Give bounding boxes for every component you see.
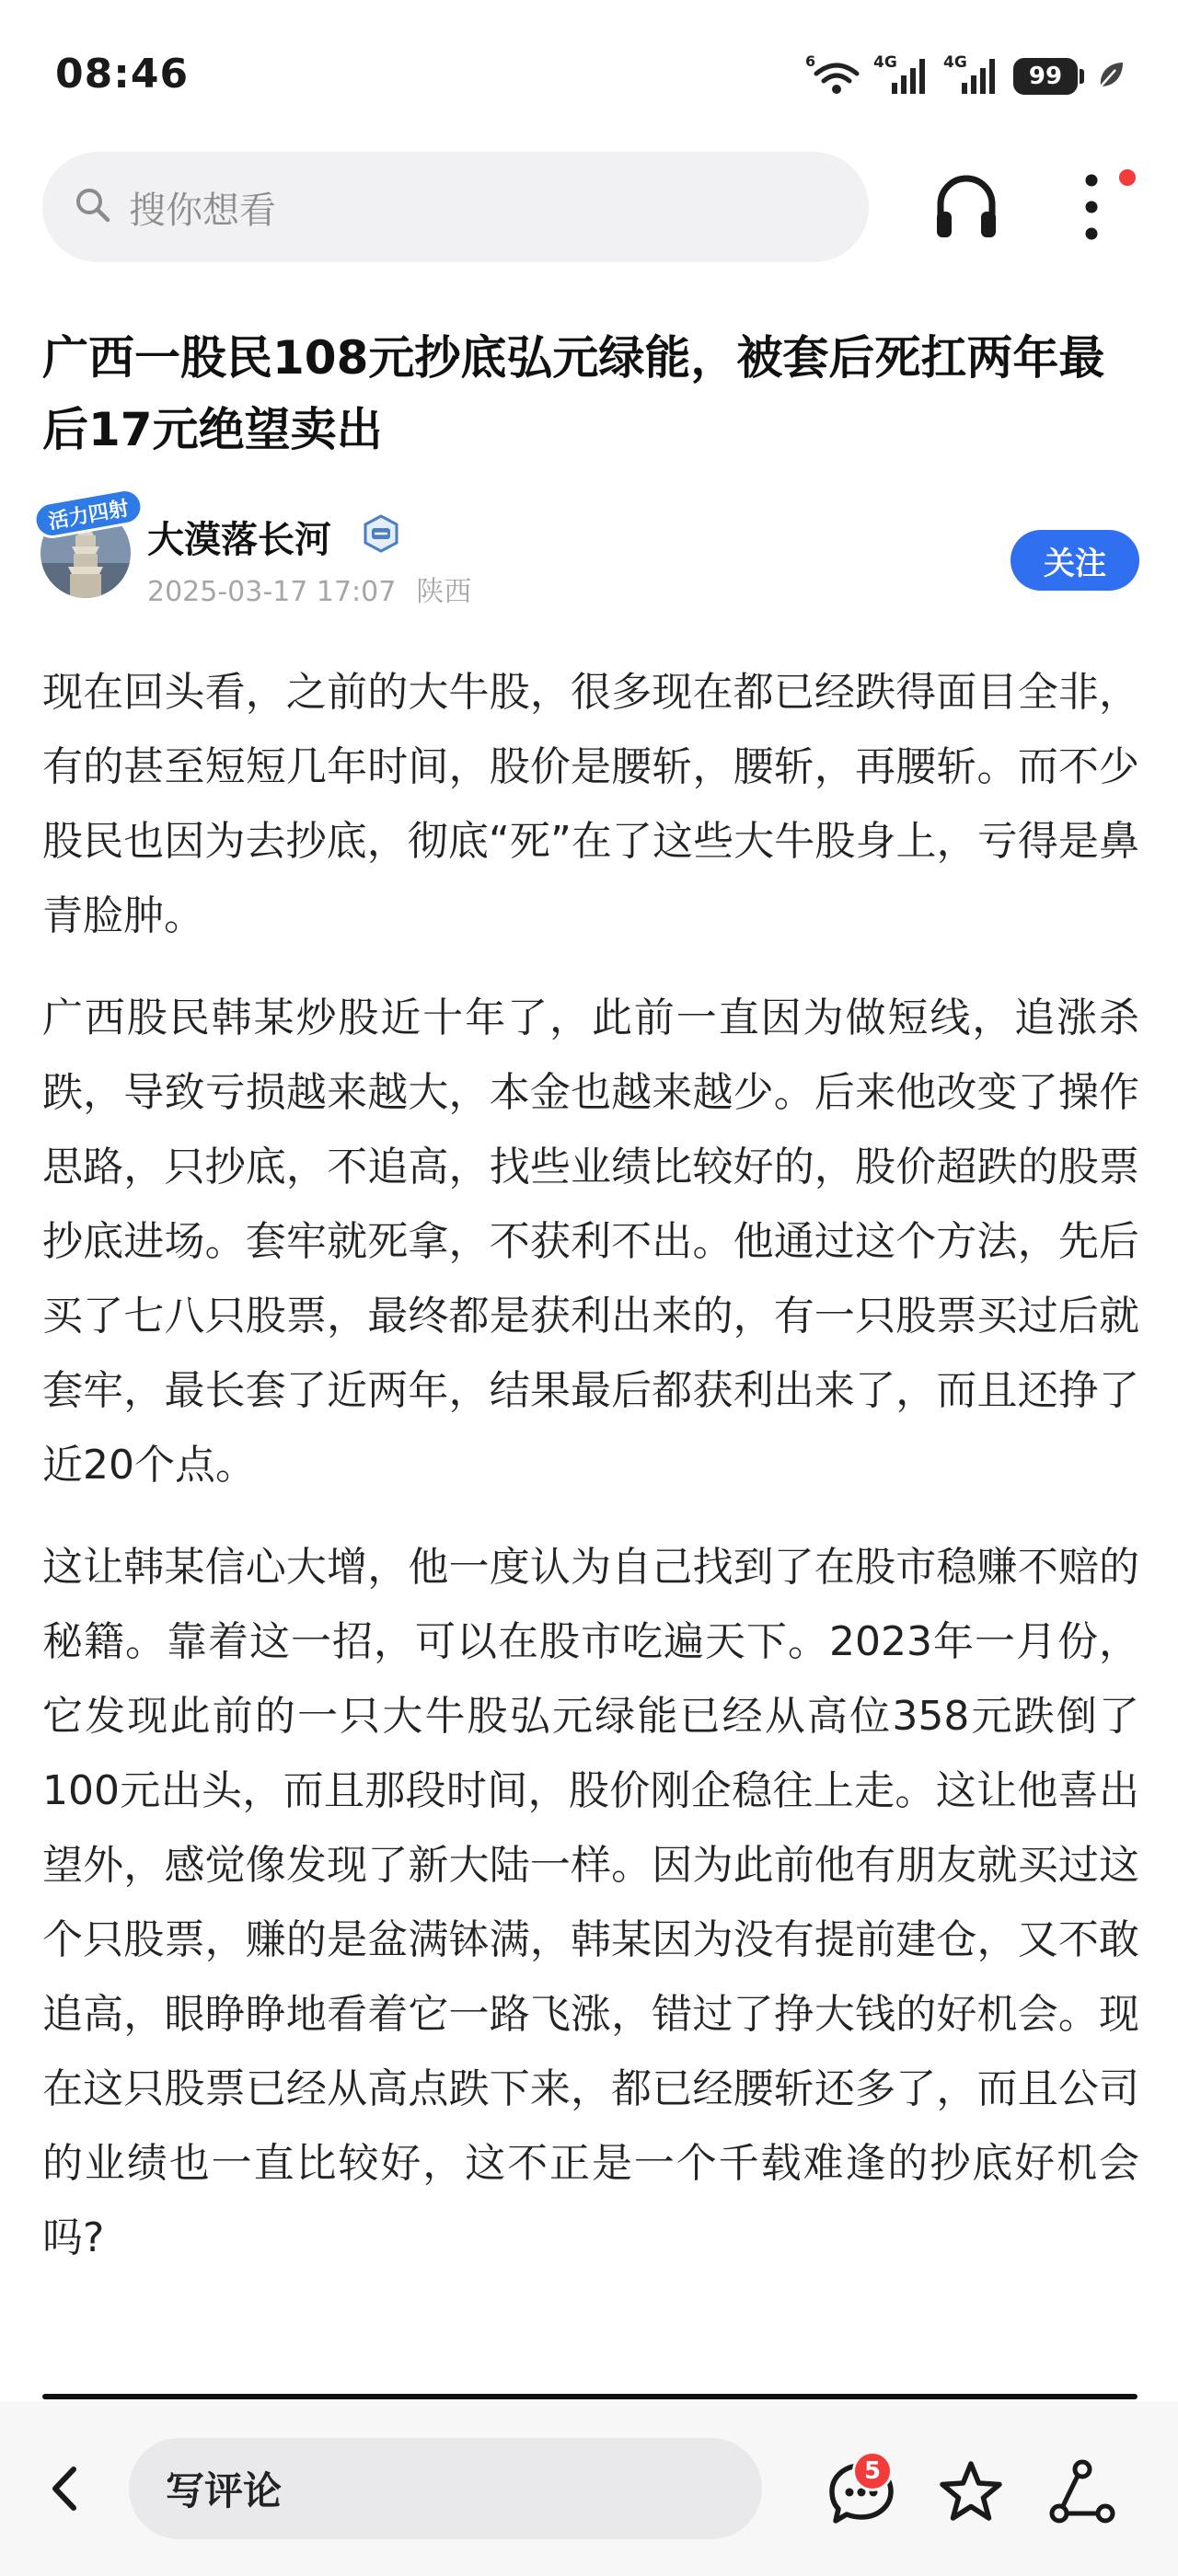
notification-dot: [1119, 169, 1136, 186]
signal-label-2: 4G: [943, 53, 967, 72]
avatar-badge: 活力四射: [30, 486, 145, 541]
status-time: 08:46: [55, 51, 190, 98]
star-icon[interactable]: [937, 2458, 1005, 2526]
article-paragraph: 广西股民韩某炒股近十年了，此前一直因为做短线，追涨杀跌，导致亏损越来越大，本金也越来越少。后来他改变了操作思路，只抄底，不追高，找些业绩比较好的，股价超跌的股票抄底进场。套牢就死拿，不获利不出。他通过这个方法，先后买了七八只股票，最终都是获利出来的，有一只股票买过后就套牢，最长套了近两年，结果最后都获利出来了，而且还挣了近20个点。: [42, 995, 1139, 1489]
signal-label-1: 4G: [873, 53, 897, 72]
leaf-icon: [1097, 59, 1125, 94]
search-input[interactable]: [42, 152, 869, 262]
signal-icon: [943, 53, 1000, 99]
follow-button[interactable]: 关注: [1011, 530, 1139, 591]
back-icon[interactable]: [46, 2456, 83, 2521]
battery-level: 99: [1013, 58, 1078, 95]
battery-icon: [1013, 58, 1084, 95]
author-name[interactable]: 大漠落长河: [147, 519, 331, 561]
headphone-icon[interactable]: [931, 169, 1001, 243]
verified-badge-icon: [361, 513, 401, 554]
signal-icon: [873, 53, 930, 99]
post-location: 陕西: [416, 576, 472, 608]
status-icons: [805, 53, 1125, 99]
status-bar: [0, 0, 1178, 156]
bottom-bar: [0, 2401, 1178, 2576]
post-date: 2025-03-17 17:07: [147, 576, 397, 608]
more-icon[interactable]: [1068, 166, 1115, 248]
comment-input[interactable]: [129, 2438, 762, 2539]
article-paragraph: 现在回头看，之前的大牛股，很多现在都已经跌得面目全非，有的甚至短短几年时间，股价是腰斩，腰斩，再腰斩。而不少股民也因为去抄底，彻底“死”在了这些大牛股身上，亏得是鼻青脸肿。: [42, 669, 1139, 939]
comment-placeholder: 写评论: [166, 2468, 283, 2513]
search-placeholder: 搜你想看: [129, 189, 276, 232]
article-body: [42, 655, 1139, 2303]
share-icon[interactable]: [1047, 2456, 1117, 2526]
article-title: 广西一股民108元抄底弘元绿能，被套后死扛两年最后17元绝望卖出: [42, 331, 1105, 456]
article-paragraph: 这让韩某信心大增，他一度认为自己找到了在股市稳赚不赔的秘籍。靠着这一招，可以在股市吃遍天下。2023年一月份，它发现此前的一只大牛股弘元绿能已经从高位358元跌倒了100元出头，而且那段时间，股价刚企稳往上走。这让他喜出望外，感觉像发现了新大陆一样。因为此前他有朋友就买过这个只股票，赚的是盆满钵满，韩某因为没有提前建仓，又不敢追高，眼睁睁地看着它一路飞涨，错过了挣大钱的好机会。现在这只股票已经从高点跌下来，都已经腰斩还多了，而且公司的业绩也一直比较好，这不正是一个千载难逢的抄底好机会吗?: [42, 1544, 1139, 2261]
search-icon: [74, 186, 112, 228]
wifi-label: 6: [805, 53, 816, 70]
wifi-icon: [805, 53, 860, 99]
comment-count-badge: 5: [852, 2451, 893, 2491]
post-meta: [147, 569, 471, 609]
content-edge: [42, 2394, 1138, 2399]
